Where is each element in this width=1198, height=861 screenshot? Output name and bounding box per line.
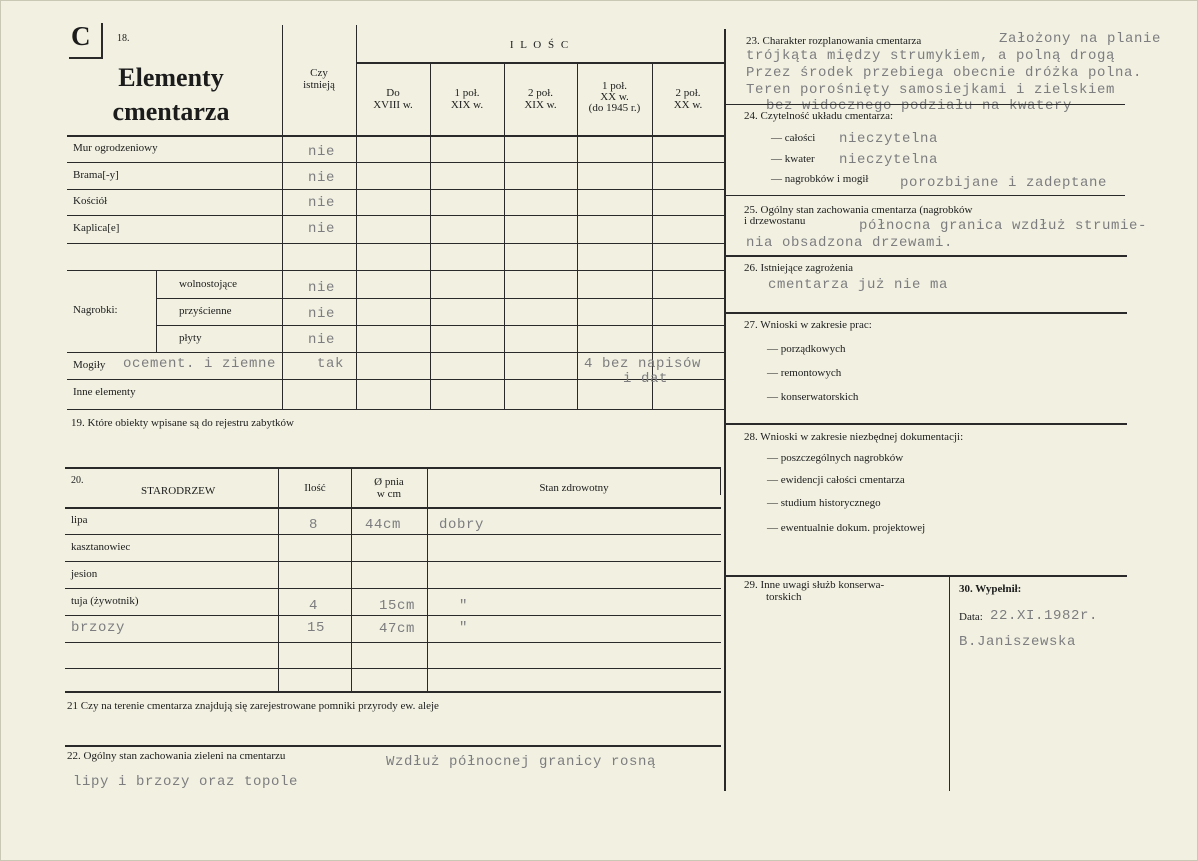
mogily-note-1: 4 bez napisów bbox=[584, 356, 702, 372]
s26-bottom bbox=[725, 312, 1127, 314]
s19-label: 19. Które obiekty wpisane są do rejestru zabytków bbox=[71, 417, 294, 429]
czy-line-1: Czy bbox=[310, 67, 328, 79]
col-divider-p3 bbox=[504, 63, 505, 409]
value-mur: nie bbox=[308, 144, 336, 160]
ilosc-rule bbox=[357, 62, 725, 64]
row-label-mur: Mur ogrodzeniowy bbox=[73, 142, 158, 154]
s29-label-2: torskich bbox=[766, 591, 802, 603]
s28-item-2: — ewidencji całości cmentarza bbox=[767, 474, 905, 486]
table18-bottom bbox=[67, 409, 725, 410]
tree-brzozy-size: 47cm bbox=[379, 621, 416, 637]
tree-jesion-label: jesion bbox=[71, 568, 98, 580]
s26-typed: cmentarza już nie ma bbox=[768, 277, 949, 293]
tree-brzozy-label: brzozy bbox=[71, 620, 126, 636]
s20-number: 20. bbox=[71, 475, 84, 486]
tree-tuja-size: 15cm bbox=[379, 598, 416, 614]
s20-row-line-5 bbox=[65, 642, 721, 643]
table18-header-bottom bbox=[67, 135, 725, 137]
s20-col-pien bbox=[351, 476, 427, 500]
s24-nagrobkow-value: porozbijane i zadeptane bbox=[900, 175, 1108, 191]
nagrobki-przyscienne-label: przyścienne bbox=[179, 305, 232, 317]
s30-label: 30. Wypełnił: bbox=[959, 583, 1022, 595]
tree-lipa-state: dobry bbox=[439, 517, 485, 533]
s21-label: 21 Czy na terenie cmentarza znajdują się zarejestrowane pomniki przyrody ew. aleje bbox=[67, 700, 439, 712]
tree-kasztanowiec-label: kasztanowiec bbox=[71, 541, 131, 553]
s23-typed-5: bez widocznego podziału na kwatery bbox=[766, 98, 1073, 114]
mogily-typed: ocement. i ziemne bbox=[123, 356, 277, 372]
tree-tuja-state: " bbox=[459, 598, 469, 614]
czy-divider-body bbox=[282, 135, 283, 409]
s28-item-4: — ewentualnie dokum. projektowej bbox=[767, 522, 926, 534]
period-4-line-3: (do 1945 r.) bbox=[588, 102, 641, 114]
s29-label-1: 29. Inne uwagi służb konserwa- bbox=[744, 579, 885, 591]
s23-typed-3: Przez środek przebiega obecnie dróżka polna. bbox=[746, 65, 1143, 81]
title-line-1: Elementy bbox=[118, 63, 224, 92]
period-3-line-2: XIX w. bbox=[524, 99, 557, 111]
col-divider-p4 bbox=[577, 63, 578, 409]
s20-row-line-3 bbox=[65, 588, 721, 589]
s28-item-3: — studium historycznego bbox=[767, 497, 881, 509]
row-line-2 bbox=[67, 189, 725, 190]
s20-right-edge bbox=[720, 467, 721, 495]
title-line-2: cmentarza bbox=[112, 97, 230, 126]
s23-label: 23. Charakter rozplanowania cmentarza bbox=[746, 35, 922, 47]
row-label-kaplica: Kaplica[e] bbox=[73, 222, 120, 234]
nagrobki-wolnostojace-label: wolnostojące bbox=[179, 278, 238, 290]
s20-row-line-2 bbox=[65, 561, 721, 562]
row-line-4 bbox=[67, 243, 725, 244]
s20-row-line-1 bbox=[65, 534, 721, 535]
s26-label: 26. Istniejące zagrożenia bbox=[744, 262, 854, 274]
s28-label: 28. Wnioski w zakresie niezbędnej dokumentacji: bbox=[744, 431, 964, 443]
s20-row-line-6 bbox=[65, 668, 721, 669]
tree-tuja-qty: 4 bbox=[309, 598, 319, 614]
mogily-label: Mogiły bbox=[73, 359, 106, 371]
period-2-line-1: 1 poł. bbox=[454, 87, 480, 99]
period-1-line-1: Do bbox=[386, 87, 400, 99]
section-number: 18. bbox=[117, 33, 130, 44]
value-przyscienne: nie bbox=[308, 306, 336, 322]
s22-typed-1: Wzdłuż północnej granicy rosną bbox=[386, 754, 657, 770]
s24-bottom bbox=[725, 195, 1125, 196]
value-brama: nie bbox=[308, 170, 336, 186]
s22-top bbox=[65, 745, 721, 747]
s25-typed-2: nia obsadzona drzewami. bbox=[746, 235, 954, 251]
period-3-line-1: 2 poł. bbox=[527, 87, 554, 99]
s20-col-divider-3 bbox=[427, 467, 428, 691]
mogily-note-2: i dat bbox=[623, 371, 669, 387]
s20-col-stan: Stan zdrowotny bbox=[539, 482, 609, 494]
inne-elementy-label: Inne elementy bbox=[73, 386, 136, 398]
period-col-5 bbox=[652, 87, 724, 111]
mogily-value: tak bbox=[317, 356, 345, 372]
s27-item-1: — porządkowych bbox=[767, 343, 846, 355]
s20-bottom bbox=[65, 691, 721, 693]
col-divider-czy bbox=[282, 25, 283, 135]
pien-line-2: w cm bbox=[376, 488, 402, 500]
period-2-line-2: XIX w. bbox=[450, 99, 484, 111]
s24-calosci-label: — całości bbox=[771, 132, 816, 144]
s30-date: 22.XI.1982r. bbox=[990, 608, 1099, 624]
tree-lipa-qty: 8 bbox=[309, 517, 319, 533]
row-line-5 bbox=[67, 270, 725, 271]
s23-bottom bbox=[725, 104, 1125, 105]
value-kaplica: nie bbox=[308, 221, 336, 237]
tree-lipa-size: 44cm bbox=[365, 517, 402, 533]
s23-typed-4: Teren porośnięty samosiejkami i zielskiem bbox=[746, 82, 1116, 98]
section-letter: C bbox=[71, 21, 91, 51]
s20-top bbox=[65, 467, 721, 469]
period-col-1 bbox=[356, 87, 430, 111]
value-kosciol: nie bbox=[308, 195, 336, 211]
s24-label: 24. Czytelność układu cmentarza: bbox=[744, 110, 894, 122]
nagrobki-label: Nagrobki: bbox=[73, 304, 118, 316]
s29-s30-divider bbox=[949, 575, 950, 791]
row-line-6 bbox=[156, 298, 725, 299]
tree-brzozy-qty: 15 bbox=[307, 620, 326, 636]
s22-label: 22. Ogólny stan zachowania zieleni na cmentarzu bbox=[67, 750, 286, 762]
s25-typed-1: północna granica wzdłuż strumie- bbox=[859, 218, 1148, 234]
center-divider bbox=[724, 29, 726, 791]
period-col-3 bbox=[504, 87, 577, 111]
period-4-line-2: XX w. bbox=[600, 91, 629, 103]
s20-title: STARODRZEW bbox=[141, 485, 216, 497]
s20-header-bottom bbox=[65, 507, 721, 509]
s24-kwater-label: — kwater bbox=[771, 153, 815, 165]
period-5-line-1: 2 poł. bbox=[675, 87, 701, 99]
tree-tuja-label: tuja (żywotnik) bbox=[71, 595, 139, 607]
period-1-line-2: XVIII w. bbox=[373, 99, 413, 111]
s22-typed-2: lipy i brzozy oraz topole bbox=[73, 774, 299, 790]
col-divider-p2 bbox=[430, 63, 431, 409]
period-col-2 bbox=[430, 87, 504, 111]
pien-line-1: Ø pnia bbox=[374, 476, 404, 488]
s24-kwater-value: nieczytelna bbox=[839, 152, 939, 168]
nagrobki-plyty-label: płyty bbox=[179, 332, 202, 344]
row-line-1 bbox=[67, 162, 725, 163]
row-label-brama: Brama[-y] bbox=[73, 169, 119, 181]
s28-item-1: — poszczególnych nagrobków bbox=[767, 452, 904, 464]
tree-lipa-label: lipa bbox=[71, 514, 88, 526]
s24-nagrobkow-label: — nagrobków i mogił bbox=[771, 173, 869, 185]
period-col-4 bbox=[577, 81, 652, 114]
row-line-3 bbox=[67, 215, 725, 216]
value-wolnostojace: nie bbox=[308, 280, 336, 296]
s20-col-divider-1 bbox=[278, 467, 279, 691]
s27-label: 27. Wnioski w zakresie prac: bbox=[744, 319, 872, 331]
period-4-line-1: 1 poł. bbox=[601, 80, 628, 92]
s27-item-2: — remontowych bbox=[767, 367, 842, 379]
period-5-line-2: XX w. bbox=[673, 99, 703, 111]
tree-brzozy-state: " bbox=[459, 620, 469, 636]
s30-name: B.Janiszewska bbox=[959, 634, 1077, 650]
czy-line-2: istnieją bbox=[303, 79, 335, 91]
s23-typed-2: trójkąta między strumykiem, a polną drogą bbox=[746, 48, 1116, 64]
s25-label-2: i drzewostanu bbox=[744, 215, 806, 227]
s27-bottom bbox=[725, 423, 1127, 425]
s20-col-ilosc: Ilość bbox=[304, 482, 326, 494]
ilosc-header: I L O Ś C bbox=[509, 39, 571, 51]
s30-data-label: Data: bbox=[959, 611, 983, 623]
row-line-8 bbox=[67, 352, 725, 353]
s23-typed-1: Założony na planie bbox=[999, 31, 1162, 47]
row-label-kosciol: Kościół bbox=[73, 195, 108, 207]
s27-item-3: — konserwatorskich bbox=[767, 391, 859, 403]
s20-row-line-4 bbox=[65, 615, 721, 616]
letter-bracket bbox=[101, 23, 103, 57]
letter-underline bbox=[69, 57, 103, 59]
s25-bottom bbox=[725, 255, 1127, 257]
nagrobki-divider bbox=[156, 270, 157, 352]
s25-label-1: 25. Ogólny stan zachowania cmentarza (nagrobków bbox=[744, 204, 973, 216]
s20-col-divider-2 bbox=[351, 467, 352, 691]
value-plyty: nie bbox=[308, 332, 336, 348]
s24-calosci-value: nieczytelna bbox=[839, 131, 939, 147]
row-line-7 bbox=[156, 325, 725, 326]
czy-istnieja-header bbox=[283, 67, 355, 91]
s28-bottom bbox=[725, 575, 1127, 577]
